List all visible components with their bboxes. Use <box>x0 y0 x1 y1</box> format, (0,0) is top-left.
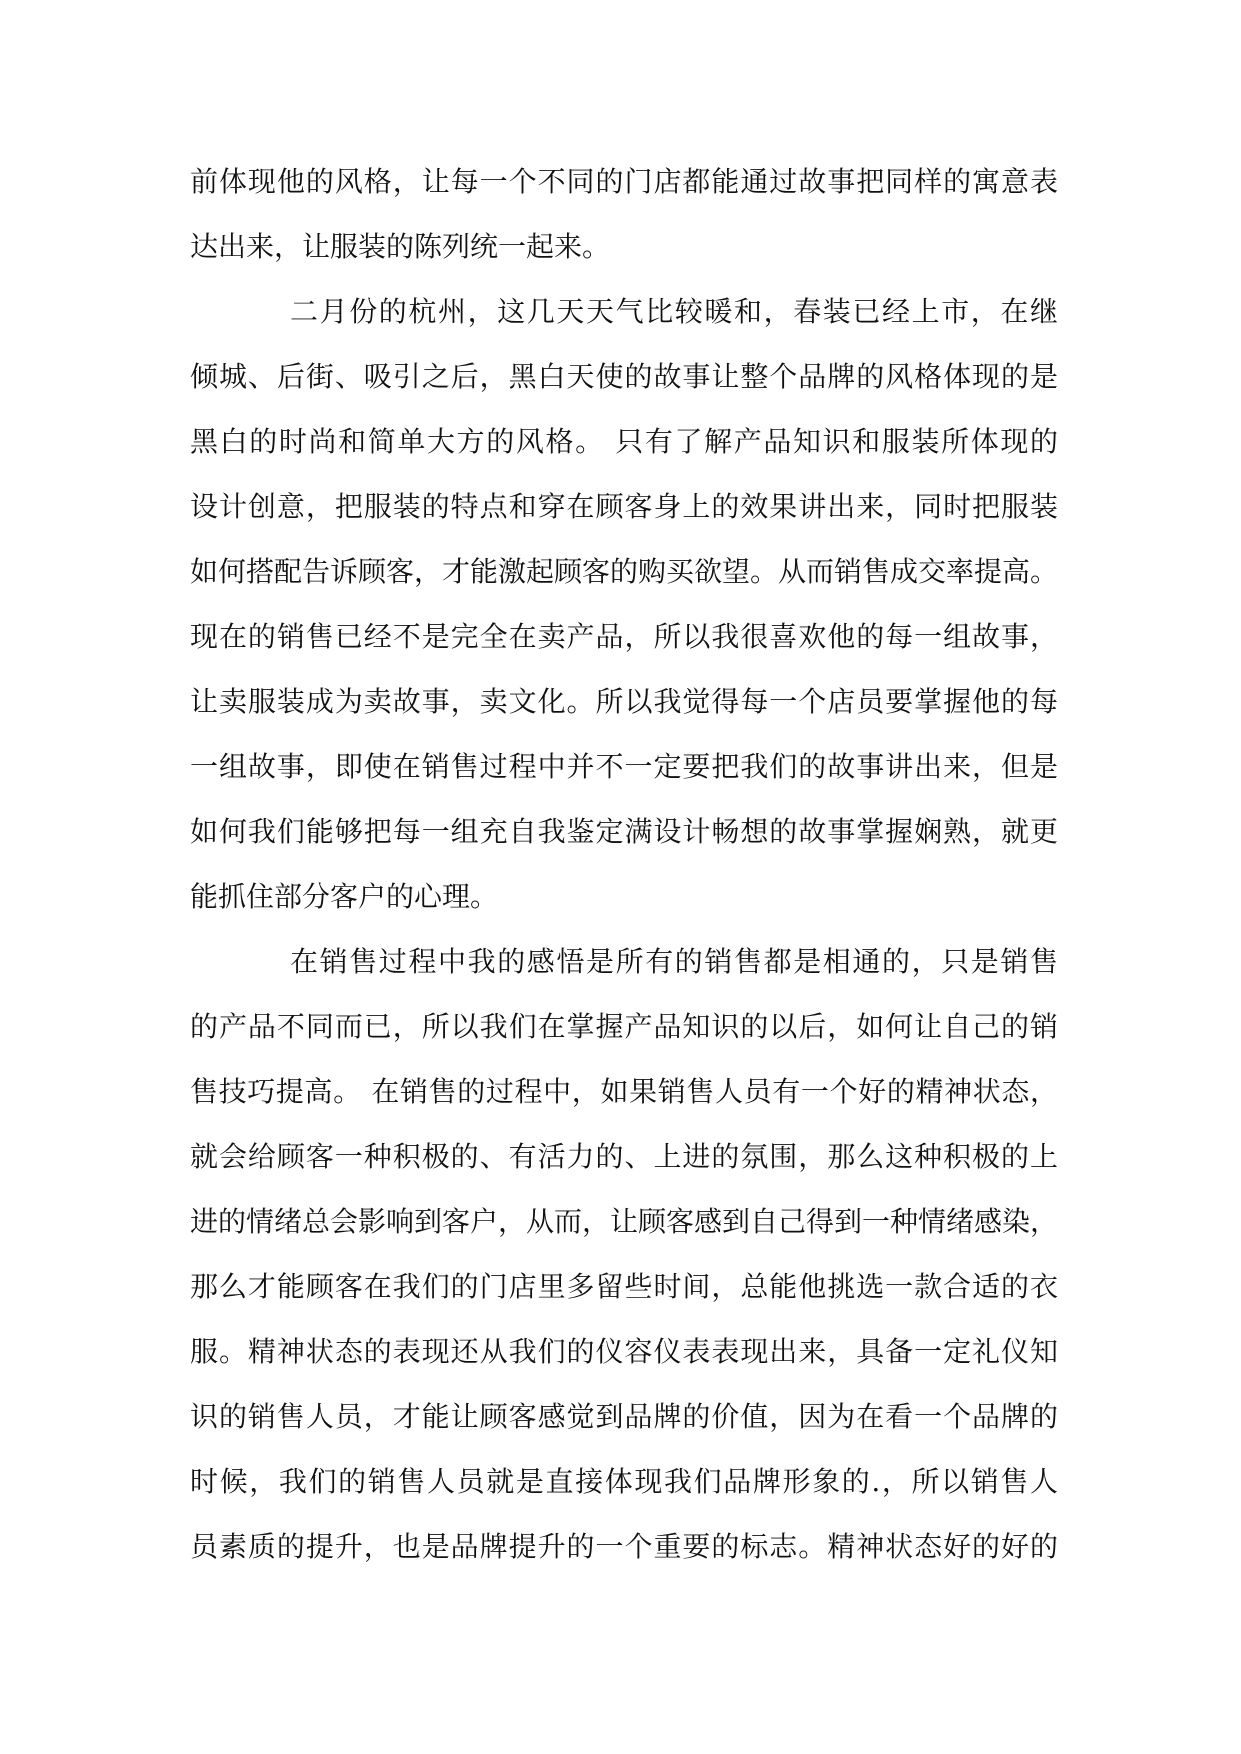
text-line: 让卖服装成为卖故事，卖文化。所以我觉得每一个店员要掌握他的每 <box>190 685 1058 718</box>
text-line: 设计创意，把服装的特点和穿在顾客身上的效果讲出来，同时把服装 <box>190 490 1058 523</box>
text-line: 能抓住部分客户的心理。 <box>190 880 499 913</box>
text-line: 售技巧提高。 在销售的过程中，如果销售人员有一个好的精神状态， <box>190 1075 1058 1108</box>
paragraph-first-line: 二月份的杭州，这几天天气比较暖和，春装已经上市，在继 <box>290 295 1058 328</box>
text-line: 一组故事，即使在销售过程中并不一定要把我们的故事讲出来，但是 <box>190 750 1058 783</box>
text-line: 识的销售人员，才能让顾客感觉到品牌的价值，因为在看一个品牌的 <box>190 1400 1058 1433</box>
text-line: 那么才能顾客在我们的门店里多留些时间，总能他挑选一款合适的衣 <box>190 1270 1058 1303</box>
text-line: 时候，我们的销售人员就是直接体现我们品牌形象的.，所以销售人 <box>190 1465 1058 1498</box>
text-line: 的产品不同而已，所以我们在掌握产品知识的以后，如何让自己的销 <box>190 1010 1058 1043</box>
text-line: 如何我们能够把每一组充自我鉴定满设计畅想的故事掌握娴熟，就更 <box>190 815 1058 848</box>
paragraph-first-line: 在销售过程中我的感悟是所有的销售都是相通的，只是销售 <box>290 945 1058 978</box>
text-line: 达出来，让服装的陈列统一起来。 <box>190 230 611 263</box>
text-line: 就会给顾客一种积极的、有活力的、上进的氛围，那么这种积极的上 <box>190 1140 1058 1173</box>
text-line: 如何搭配告诉顾客，才能激起顾客的购买欲望。从而销售成交率提高。 <box>190 555 1058 588</box>
text-line: 倾城、后街、吸引之后，黑白天使的故事让整个品牌的风格体现的是 <box>190 360 1058 393</box>
text-line: 服。精神状态的表现还从我们的仪容仪表表现出来，具备一定礼仪知 <box>190 1335 1058 1368</box>
body-text <box>190 162 1058 1592</box>
text-line: 前体现他的风格，让每一个不同的门店都能通过故事把同样的寓意表 <box>190 165 1058 198</box>
text-line: 进的情绪总会影响到客户，从而，让顾客感到自己得到一种情绪感染， <box>190 1205 1058 1238</box>
text-line: 员素质的提升，也是品牌提升的一个重要的标志。精神状态好的好的 <box>190 1530 1058 1563</box>
text-line: 黑白的时尚和简单大方的风格。 只有了解产品知识和服装所体现的 <box>190 425 1058 458</box>
text-line: 现在的销售已经不是完全在卖产品，所以我很喜欢他的每一组故事， <box>190 620 1058 653</box>
